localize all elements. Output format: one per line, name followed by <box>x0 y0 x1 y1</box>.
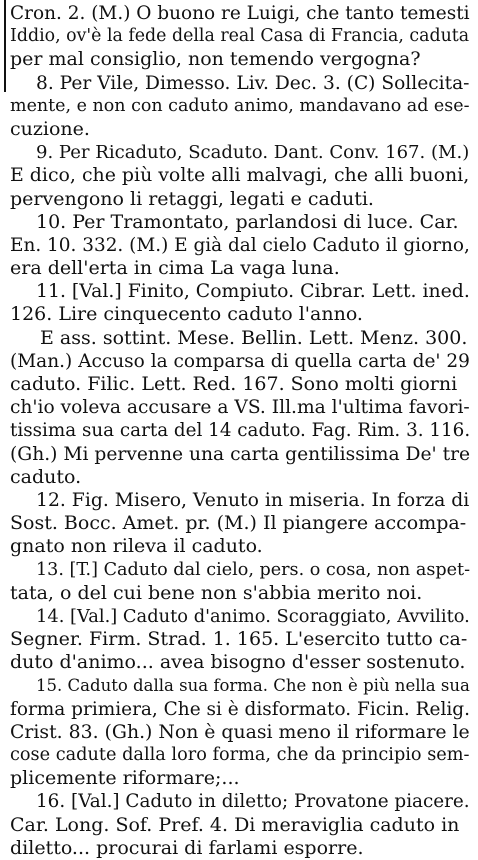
text-line: duto d'animo... avea bisogno d'esser sostenuto. <box>10 651 466 674</box>
text-line: era dell'erta in cima La vaga luna. <box>10 257 340 280</box>
text-line: Car. Long. Sof. Pref. 4. Di meraviglia caduto in <box>10 813 460 836</box>
text-line: per mal consiglio, non temendo vergogna? <box>10 48 421 71</box>
text-line: Cron. 2. (M.) O buono re Luigi, che tanto temesti <box>10 3 470 24</box>
text-line: 11. [Val.] Finito, Compiuto. Cibrar. Lett. ined. <box>36 281 470 303</box>
text-line: caduto. Filic. Lett. Red. 167. Sono molti giorni <box>10 373 458 395</box>
text-line: 13. [T.] Caduto dal cielo, pers. o cosa, non aspet- <box>36 559 471 580</box>
text-line: 16. [Val.] Caduto in diletto; Provatone piacere. <box>36 791 470 813</box>
text-line: 10. Per Tramontato, parlandosi di luce. Car. <box>36 210 459 233</box>
text-line: mente, e non con caduto animo, mandavano ad ese- <box>10 95 470 116</box>
text-line: 126. Lire cinquecento caduto l'anno. <box>10 303 363 326</box>
text-line: forma primiera, Che si è disformato. Ficin. Relig. <box>10 698 470 720</box>
entry-text <box>10 2 470 860</box>
text-line: pervengono li retaggi, legati e caduti. <box>10 187 374 210</box>
text-line: (Gh.) Mi pervenne una carta gentilissima De' tre <box>10 443 471 465</box>
text-line: 15. Caduto dalla sua forma. Che non è più nella sua <box>36 676 470 696</box>
text-line: (Man.) Accuso la comparsa di quella carta de' 29 <box>10 350 470 372</box>
column-rule <box>4 0 6 92</box>
text-line: E dico, che più volte alli malvagi, che alli buoni, <box>10 164 470 187</box>
text-line: Crist. 83. (Gh.) Non è quasi meno il riformare le <box>10 721 470 743</box>
text-line: Sost. Bocc. Amet. pr. (M.) Il piangere accompa- <box>10 512 467 535</box>
text-line: caduto. <box>10 465 82 488</box>
text-line: 12. Fig. Misero, Venuto in miseria. In forza di <box>36 489 470 511</box>
text-line: Iddio, ov'è la fede della real Casa di Francia, caduta <box>10 26 470 47</box>
text-line: ch'io voleva accusare a VS. Ill.ma l'ultima favori- <box>10 397 470 419</box>
text-line: En. 10. 332. (M.) E già dal cielo Caduto il giorno, <box>10 234 470 256</box>
text-line: plicemente riformare;... <box>10 767 240 790</box>
text-line: 9. Per Ricaduto, Scaduto. Dant. Conv. 167. (M.) <box>36 142 470 164</box>
text-line: gnato non rileva il caduto. <box>10 535 263 558</box>
text-line: diletto... procurai di farlami esporre. <box>10 836 364 859</box>
text-line: E ass. sottint. Mese. Bellin. Lett. Menz. 300. <box>40 326 468 349</box>
text-line: tissima sua carta del 14 caduto. Fag. Rim. 3. 116. <box>10 420 471 442</box>
text-line: 14. [Val.] Caduto d'animo. Scoraggiato, Avvilito. <box>36 605 470 627</box>
text-line: Segner. Firm. Strad. 1. 165. L'esercito tutto ca- <box>10 628 468 651</box>
text-line: 8. Per Vile, Dimesso. Liv. Dec. 3. (C) Sollecita- <box>36 72 470 94</box>
text-line: cose cadute dalla loro forma, che da principio sem- <box>10 745 470 765</box>
text-line: cuzione. <box>10 117 90 140</box>
text-line: tata, o del cui bene non s'abbia merito noi. <box>10 581 423 604</box>
